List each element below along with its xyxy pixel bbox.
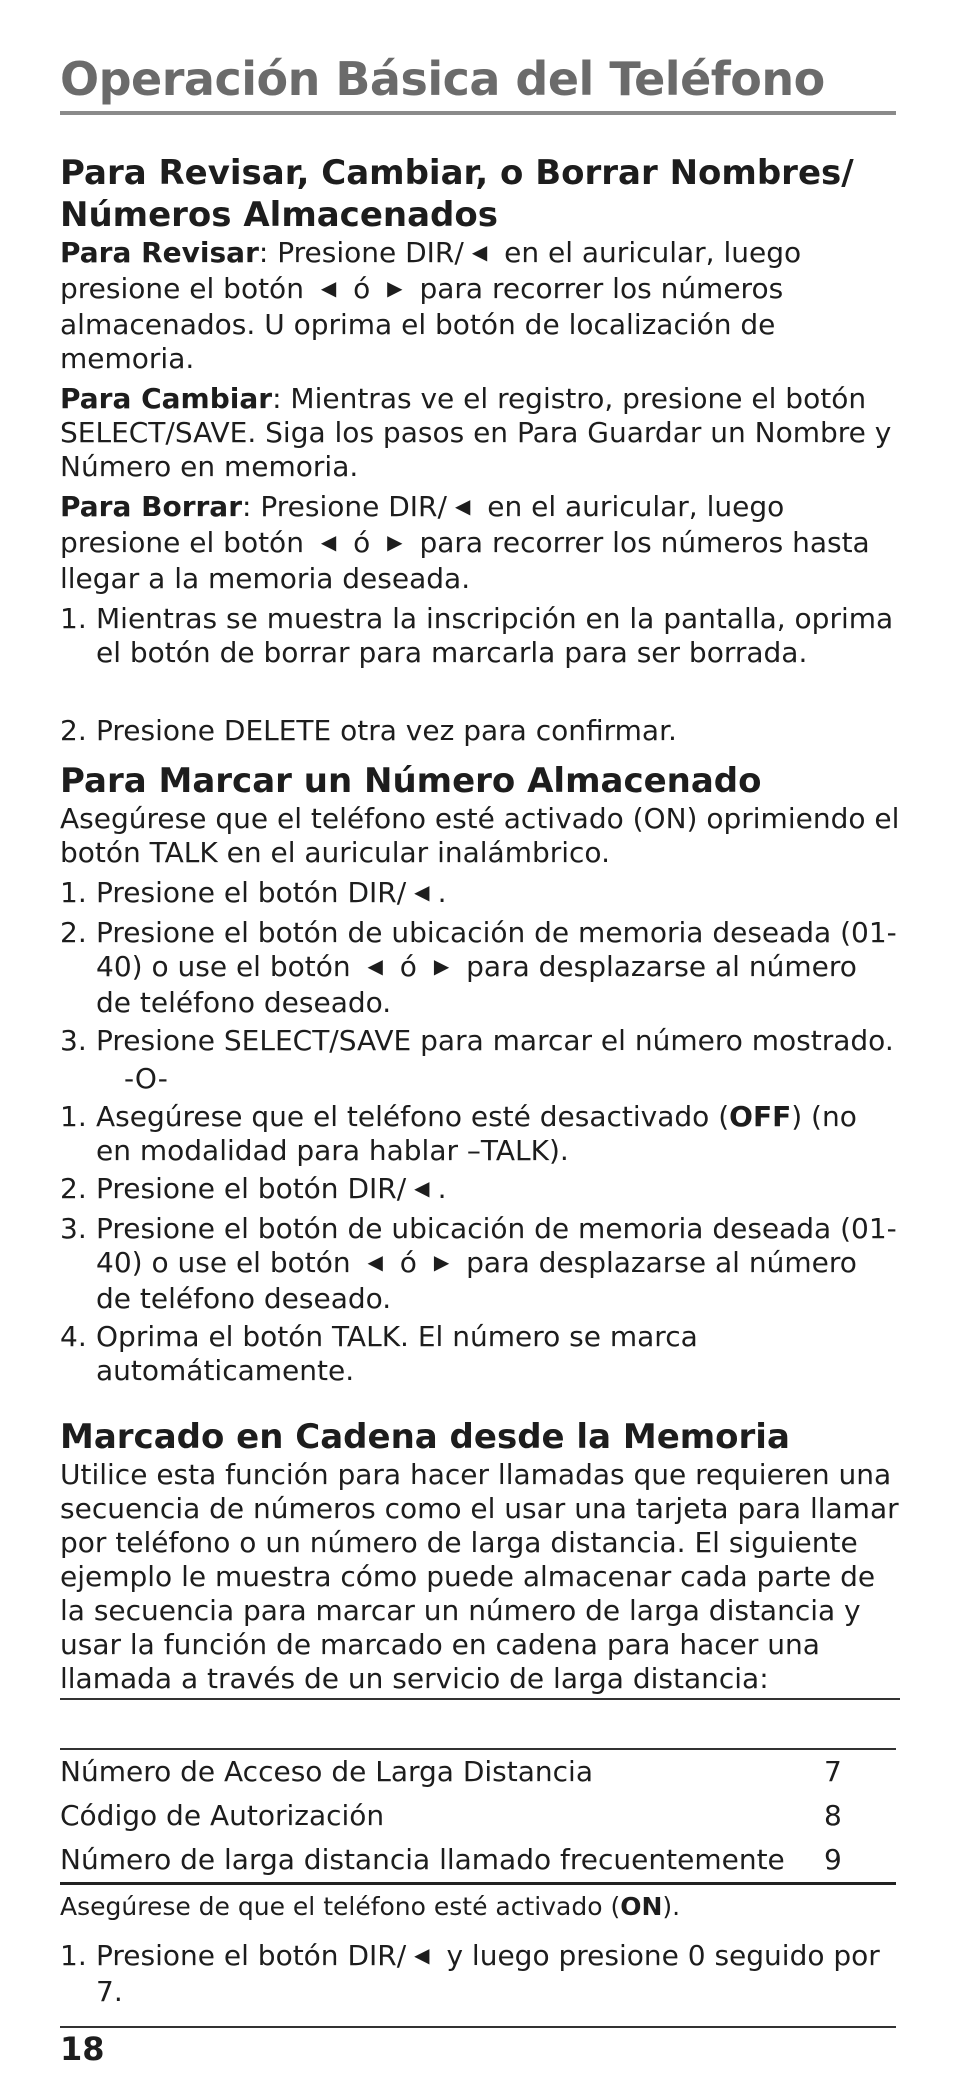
list-spacer [60, 674, 900, 710]
step-number: 3. [60, 1024, 87, 1057]
off-label: OFF [729, 1100, 792, 1133]
step-number: 1. [60, 876, 87, 909]
list-item [60, 1024, 900, 1058]
step-number: 4. [60, 1320, 87, 1353]
step-text: ó [390, 950, 426, 983]
left-triangle-icon: ◀ [320, 530, 337, 554]
right-triangle-icon: ▶ [433, 1250, 450, 1274]
chain-table [60, 1748, 896, 1885]
list-item [60, 1172, 900, 1208]
change-label: Para Cambiar [60, 382, 273, 415]
chain-body: Utilice esta función para hacer llamadas que requieren una secuencia de números como el usar una tarjeta para llamar por teléfono o un número de larga distancia. El siguiente ejemplo le muestra cómo puede almacenar cada parte de la secuencia para marcar un número de larga distancia y usar la función de marcado en cadena para hacer una llamada a través de un servicio de larga distancia: [60, 1458, 899, 1695]
page-content [60, 152, 900, 2013]
left-triangle-icon: ◀ [367, 954, 383, 978]
change-text: : Mientras ve el registro, presione el botón SELECT/SAVE. Siga los pasos en Para Guardar un Nombre y Número en memoria. [60, 382, 892, 483]
delete-paragraph [60, 490, 900, 596]
step-text: para desplazarse al número de teléfono deseado. [96, 1246, 857, 1315]
review-paragraph [60, 236, 900, 376]
review-text: ó [344, 272, 380, 305]
left-triangle-icon: ◀ [414, 1176, 430, 1200]
step-text: ó [390, 1246, 426, 1279]
dial-intro: Asegúrese que el teléfono esté activado (ON) oprimiendo el botón TALK en el auricular inalámbrico. [60, 802, 900, 869]
chain-section [60, 1416, 900, 2009]
table-cell-label: Código de Autorización [60, 1799, 385, 1832]
review-label: Para Revisar [60, 236, 259, 269]
chain-steps [60, 1939, 900, 2009]
step-number: 2. [60, 916, 87, 949]
right-triangle-icon: ▶ [433, 954, 450, 978]
on-label: ON [620, 1892, 663, 1921]
list-item [60, 1320, 900, 1388]
step-text: Asegúrese que el teléfono esté desactivado ( [96, 1100, 730, 1133]
review-text: en el auricular, luego presione el botón [60, 236, 802, 305]
on-note [60, 1889, 900, 1925]
dial-steps-b [60, 1100, 900, 1388]
step-text: Presione SELECT/SAVE para marcar el número mostrado. [96, 1024, 894, 1057]
footer-divider [60, 2026, 896, 2028]
step-number: 1. [60, 602, 87, 635]
delete-label: Para Borrar [60, 490, 243, 523]
left-triangle-icon: ◀ [454, 494, 471, 518]
list-item [60, 916, 900, 1020]
section-heading-chain: Marcado en Cadena desde la Memoria [60, 1417, 790, 1457]
delete-steps [60, 602, 900, 748]
step-text: Presione el botón de ubicación de memoria deseada (01-40) o use el botón [96, 1212, 897, 1279]
delete-text: : Presione DIR/ [242, 490, 447, 523]
heading-line-1: Para Revisar, Cambiar, o Borrar Nombres/ [60, 153, 854, 193]
step-text: Presione el botón DIR/ [96, 1172, 407, 1205]
review-text: para recorrer los números almacenados. U oprima el botón de localización de memoria. [60, 272, 784, 375]
body-underline [60, 1698, 900, 1700]
note-text: Asegúrese de que el teléfono esté activado ( [60, 1892, 621, 1921]
table-cell-value: 9 [824, 1843, 842, 1876]
step-text: Presione el botón DIR/ [96, 1939, 407, 1972]
step-text: para desplazarse al número de teléfono deseado. [96, 950, 857, 1019]
heading-line-2: Números Almacenados [60, 195, 498, 235]
list-item [60, 1939, 900, 2009]
step-number: 2. [60, 714, 87, 747]
list-item [60, 1212, 900, 1316]
step-text: Presione el botón DIR/ [96, 876, 407, 909]
page-number: 18 [60, 2030, 105, 2068]
list-item [60, 876, 900, 912]
table-cell-label: Número de Acceso de Larga Distancia [60, 1755, 593, 1788]
section-heading-dial: Para Marcar un Número Almacenado [60, 761, 762, 801]
left-triangle-icon: ◀ [414, 880, 430, 904]
change-paragraph [60, 382, 900, 484]
step-text: . [437, 876, 447, 909]
dial-steps-a [60, 876, 900, 1058]
step-text: y luego presione 0 seguido por 7. [96, 1939, 880, 2008]
left-triangle-icon: ◀ [367, 1250, 383, 1274]
page-title: Operación Básica del Teléfono [60, 52, 825, 106]
list-item [60, 714, 900, 748]
left-triangle-icon: ◀ [471, 240, 488, 264]
step-text: . [437, 1172, 447, 1205]
table-cell-value: 8 [824, 1799, 842, 1832]
review-text: : Presione DIR/ [258, 236, 464, 269]
delete-text: ó [344, 526, 380, 559]
note-text: ). [662, 1892, 681, 1921]
step-number: 2. [60, 1172, 87, 1205]
delete-text: para recorrer los números hasta llegar a la memoria deseada. [60, 526, 870, 595]
step-number: 1. [60, 1100, 87, 1133]
step-text: Presione el botón de ubicación de memoria deseada (01-40) o use el botón [96, 916, 897, 983]
table-row [60, 1750, 896, 1794]
left-triangle-icon: ◀ [414, 1943, 430, 1967]
step-text: ) (no en modalidad para hablar –TALK). [96, 1100, 857, 1167]
table-row [60, 1838, 896, 1882]
right-triangle-icon: ▶ [387, 530, 403, 554]
delete-text: en el auricular, luego presione el botón [60, 490, 785, 559]
step-text: Oprima el botón TALK. El número se marca automáticamente. [96, 1320, 698, 1387]
section-heading-review [60, 152, 900, 236]
step-number: 3. [60, 1212, 87, 1245]
list-item [60, 602, 900, 670]
table-cell-value: 7 [824, 1755, 842, 1788]
right-triangle-icon: ▶ [387, 276, 403, 300]
or-separator: -O- [124, 1062, 168, 1095]
dial-section [60, 760, 900, 1388]
list-item [60, 1100, 900, 1168]
step-number: 1. [60, 1939, 87, 1972]
table-cell-label: Número de larga distancia llamado frecuentemente [60, 1843, 785, 1876]
table-row [60, 1794, 896, 1838]
step-text: Mientras se muestra la inscripción en la pantalla, oprima el botón de borrar para marcarla para ser borrada. [96, 602, 894, 669]
left-triangle-icon: ◀ [320, 276, 337, 300]
header-divider [60, 111, 896, 115]
step-text: Presione DELETE otra vez para confirmar. [96, 714, 677, 747]
